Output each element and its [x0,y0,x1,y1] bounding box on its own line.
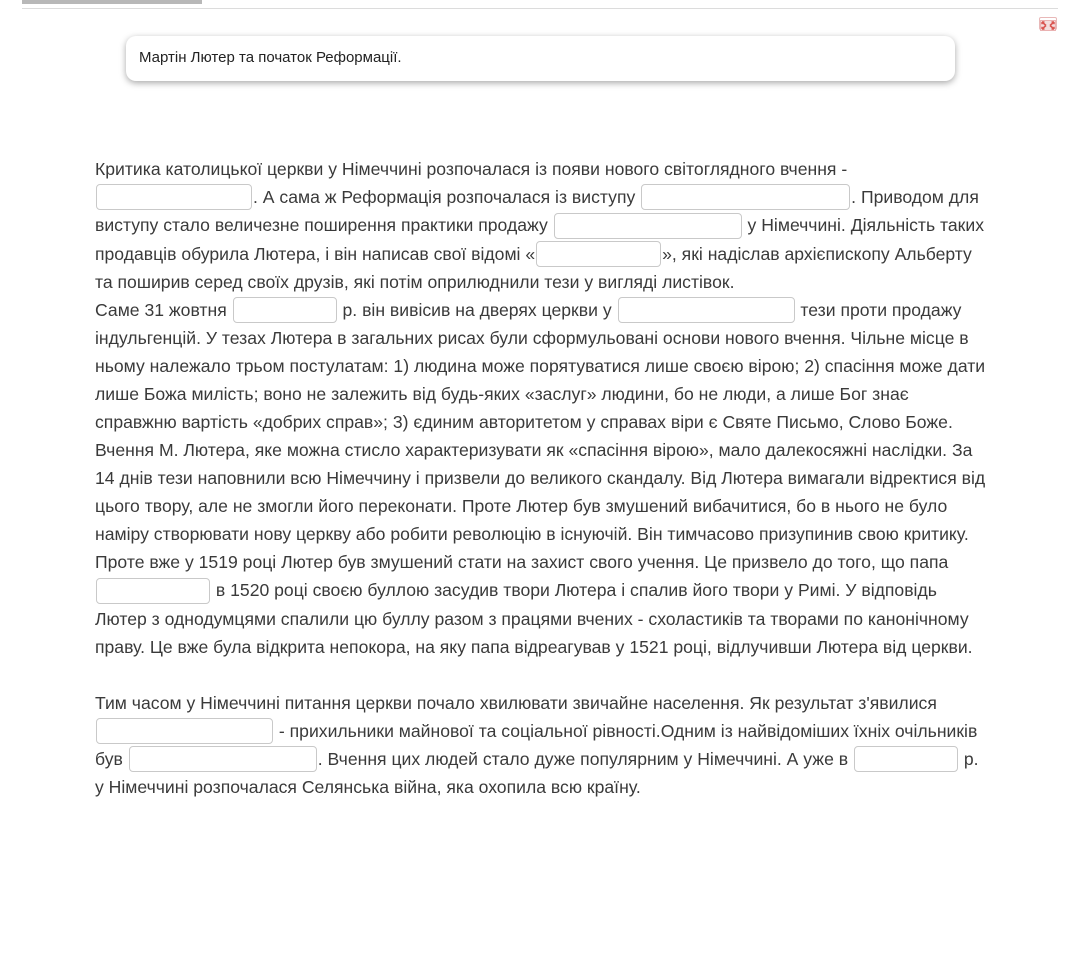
text-fragment: - прихильники майнової та соціальної рівності.Одним із найвідоміших їхніх очільників був [95,720,978,770]
exercise-title-card [126,36,955,81]
text-fragment: . Приводом для виступу стало величезне поширення практики продажу [95,187,979,236]
blank-1-input[interactable] [96,184,252,210]
top-clipped-text [22,0,322,4]
paragraph-spacer [95,661,990,689]
paragraph-3 [95,436,990,660]
blank-7-input[interactable] [96,578,210,604]
text-fragment: р. він вивісив на дверях церкви у [337,300,617,321]
text-fragment: . Вчення цих людей стало дуже популярним у Німеччині. А уже в [317,749,853,770]
blank-4-input[interactable] [536,241,661,267]
text-fragment: Тим часом у Німеччині питання церкви почало хвилювати звичайне населення. Як результат з'явилися [95,692,937,713]
text-fragment: тези проти продажу індульгенцій. У тезах Лютера в загальних рисах були сформульовані основи нового вчення. Чільне місце в ньому належало трьом постулатам: 1) людина може порятуватися лише своєю вірою; 2) спасіння може дати лише Божа милість; воно не залежить від будь-яких «заслуг» людини, бо не люди, а лише Бог знає справжню вартість «добрих справ»; 3) єдиним авторитетом у справах віри є Святе Письмо, Слово Боже. [95,300,986,433]
text-fragment: Саме 31 жовтня [95,300,232,321]
blank-10-input[interactable] [854,746,958,772]
paragraph-4 [95,689,990,802]
expand-arrows-icon [1040,20,1056,31]
text-fragment: Критика католицької церкви у Німеччині розпочалася із появи нового світоглядного вчення - [95,159,848,179]
text-fragment: у Німеччині. Діяльність таких продавців обурила Лютера, і він написав свої відомі « [95,215,984,264]
blank-5-input[interactable] [233,297,337,323]
text-fragment: в 1520 році своєю буллою засудив твори Лютера і спалив його твори у Римі. У відповідь Лютер з однодумцями спалили цю буллу разом з працями вчених - схоластиків та творами по канонічному праву. Це вже була відкрита непокора, на яку папа відреагував у 1521 році, відлучивши Лютера від церкви. [95,580,973,657]
blank-2-input[interactable] [641,184,850,210]
fullscreen-button[interactable] [1039,17,1057,30]
text-fragment: р. у Німеччині розпочалася Селянська війна, яка охопила всю країну. [95,749,979,798]
text-fragment: », які надіслав архієпископу Альберту та поширив серед своїх друзів, які потім оприлюднили тези у вигляді листівок. [95,243,972,293]
exercise-text [95,155,990,801]
blank-9-input[interactable] [129,746,317,772]
divider [22,8,1058,9]
text-fragment: Вчення М. Лютера, яке можна стисло характеризувати як «спасіння вірою», мало далекосяжні наслідки. За 14 днів тези наповнили всю Німеччину і призвели до великого скандалу. Від Лютера вимагали відректися від цього твору, але не змогли його переконати. Проте Лютер був змушений вибачитися, бо в нього не було наміру створювати нову церкву або робити революцію в існуючій. Він тимчасово призупинив свою критику. Проте вже у 1519 році Лютер був змушений стати на захист свого учення. Це призвело до того, що папа [95,440,986,573]
page-title: Мартін Лютер та початок Реформації. [139,49,402,66]
text-fragment: . А сама ж Реформація розпочалася із виступу [253,187,641,207]
blank-3-input[interactable] [554,213,742,239]
blank-6-input[interactable] [618,297,795,323]
paragraph-1 [95,155,990,296]
blank-8-input[interactable] [96,718,273,744]
paragraph-2 [95,296,990,436]
